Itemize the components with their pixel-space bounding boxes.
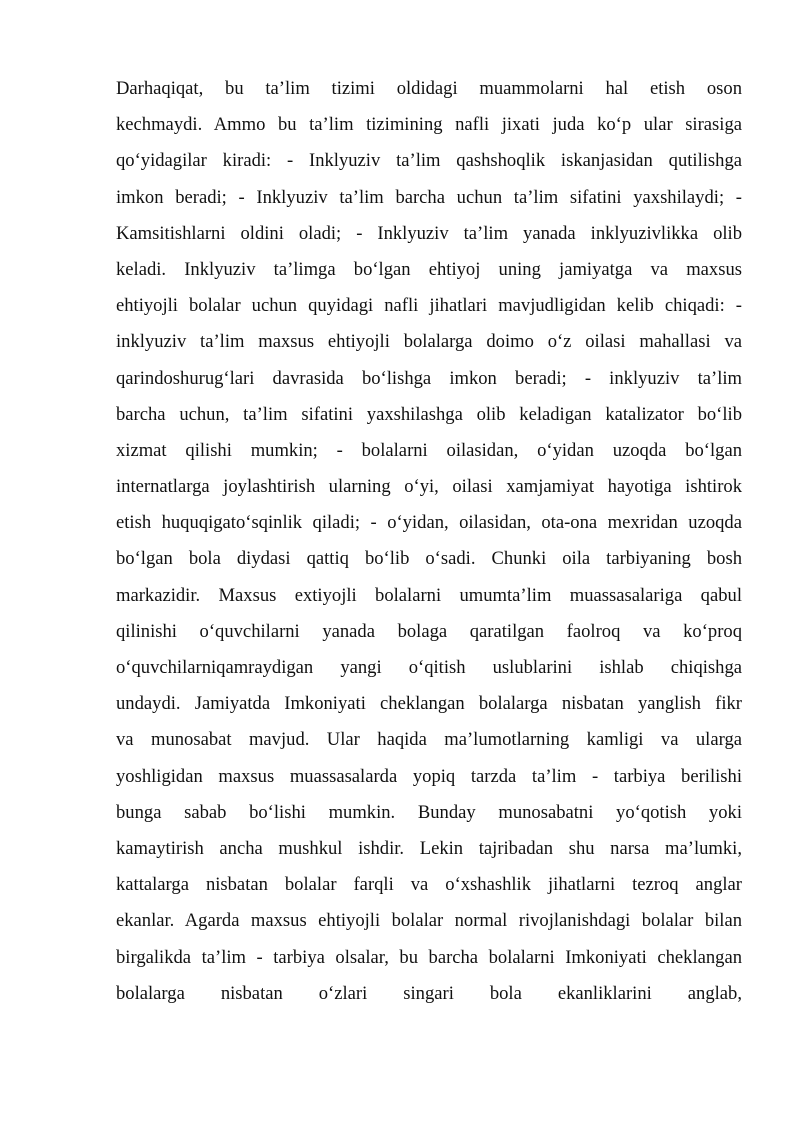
text-line: xizmat qilishi mumkin; - bolalarni oilasidan, o‘yidan uzoqda bo‘lgan bbox=[116, 439, 742, 461]
text-line: bunga sabab bo‘lishi mumkin. Bunday munosabatni yo‘qotish yoki bbox=[116, 801, 742, 823]
text-line: etish huquqigato‘sqinlik qiladi; - o‘yidan, oilasidan, ota-ona mexridan uzoqda bbox=[116, 512, 742, 534]
text-line: o‘quvchilarniqamraydigan yangi o‘qitish uslublarini ishlab chiqishga bbox=[116, 657, 742, 678]
text-line: bo‘lgan bola diydasi qattiq bo‘lib o‘sadi. Chunki oila tarbiyaning bosh bbox=[116, 548, 742, 570]
body-paragraph bbox=[116, 74, 742, 1015]
text-line: ehtiyojli bolalar uchun quyidagi nafli jihatlari mavjudligidan kelib chiqadi: - bbox=[116, 295, 742, 317]
text-line: va munosabat mavjud. Ular haqida ma’lumotlarning kamligi va ularga bbox=[116, 729, 742, 751]
text-line: markazidir. Maxsus extiyojli bolalarni umumta’lim muassasalariga qabul bbox=[116, 584, 742, 606]
text-line: Darhaqiqat, bu ta’lim tizimi oldidagi muammolarni hal etish oson bbox=[116, 78, 742, 99]
text-line: internatlarga joylashtirish ularning o‘yi, oilasi xamjamiyat hayotiga ishtirok bbox=[116, 476, 742, 498]
text-line: keladi. Inklyuziv ta’limga bo‘lgan ehtiyoj uning jamiyatga va maxsus bbox=[116, 258, 742, 280]
text-line: undaydi. Jamiyatda Imkoniyati cheklangan bolalarga nisbatan yanglish fikr bbox=[116, 693, 742, 715]
text-line: birgalikda ta’lim - tarbiya olsalar, bu barcha bolalarni Imkoniyati cheklangan bbox=[116, 946, 742, 968]
text-line: imkon beradi; - Inklyuziv ta’lim barcha uchun ta’lim sifatini yaxshilaydi; - bbox=[116, 186, 742, 208]
text-line: ekanlar. Agarda maxsus ehtiyojli bolalar normal rivojlanishdagi bolalar bilan bbox=[116, 910, 742, 932]
text-line: bolalarga nisbatan o‘zlari singari bola ekanliklarini anglab, bbox=[116, 982, 742, 1004]
text-line: kamaytirish ancha mushkul ishdir. Lekin tajribadan shu narsa ma’lumki, bbox=[116, 837, 742, 859]
text-line: barcha uchun, ta’lim sifatini yaxshilashga olib keladigan katalizator bo‘lib bbox=[116, 403, 742, 425]
text-line: qo‘yidagilar kiradi: - Inklyuziv ta’lim qashshoqlik iskanjasidan qutilishga bbox=[116, 150, 742, 172]
text-line: kattalarga nisbatan bolalar farqli va o‘xshashlik jihatlarni tezroq anglar bbox=[116, 874, 742, 896]
text-line: yoshligidan maxsus muassasalarda yopiq tarzda ta’lim - tarbiya berilishi bbox=[116, 765, 742, 787]
text-line: qilinishi o‘quvchilarni yanada bolaga qaratilgan faolroq va ko‘proq bbox=[116, 620, 742, 642]
text-line: inklyuziv ta’lim maxsus ehtiyojli bolalarga doimo o‘z oilasi mahallasi va bbox=[116, 331, 742, 353]
text-line: Kamsitishlarni oldini oladi; - Inklyuziv ta’lim yanada inklyuzivlikka olib bbox=[116, 222, 742, 244]
text-line: qarindoshurug‘lari davrasida bo‘lishga imkon beradi; - inklyuziv ta’lim bbox=[116, 367, 742, 389]
text-line: kechmaydi. Ammo bu ta’lim tizimining nafli jixati juda ko‘p ular sirasiga bbox=[116, 114, 742, 136]
